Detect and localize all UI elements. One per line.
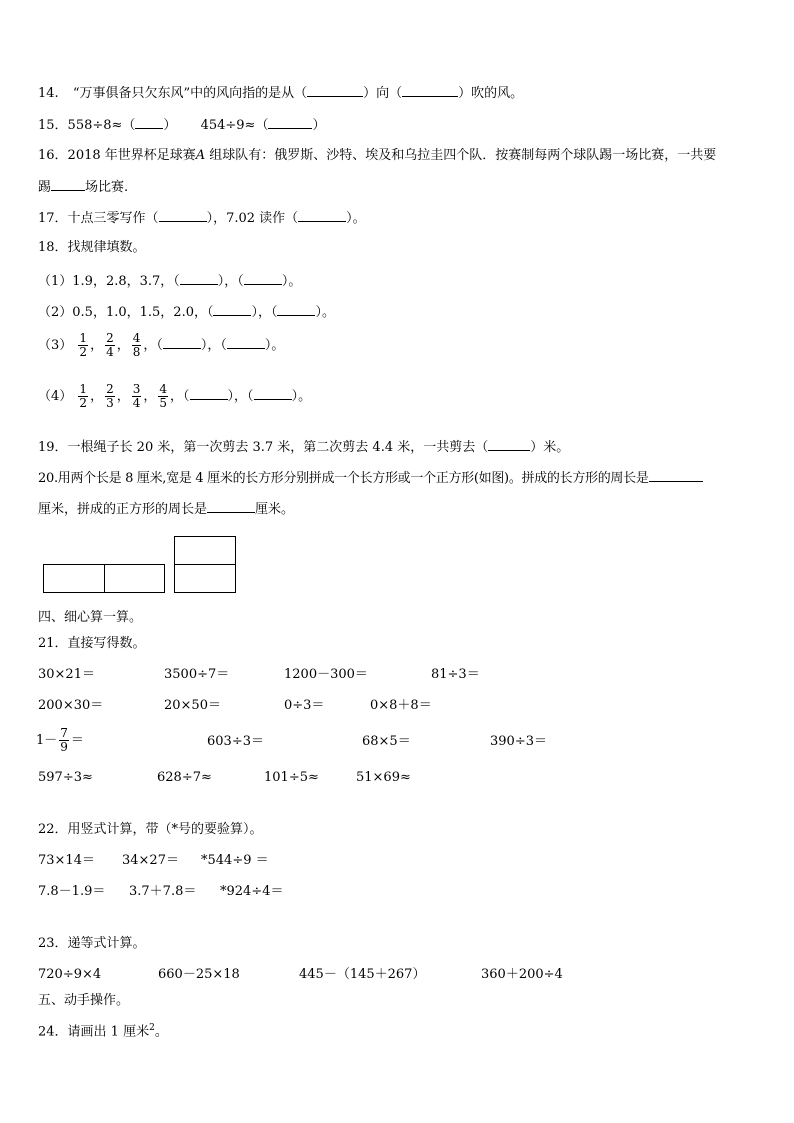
section-5-heading: 五、动手操作。 [38,993,130,1008]
question-21-title: 21．直接写得数。 [38,636,146,651]
q18-r1-end: ）。 [281,274,302,289]
q18-r3-mid: ），（ [200,338,227,353]
q20-blank-2[interactable] [207,500,255,513]
q18-r4-fraction-4 [158,383,168,410]
q19-text-b: ）米。 [530,440,570,455]
q19-number: 19． [38,440,68,455]
q17-number: 17． [38,211,68,226]
q18-r3-tail: ，（ [143,338,163,353]
q20-blank-1[interactable] [649,469,703,482]
q22-r1-c3: *544÷9 ＝ [201,853,269,868]
q17-blank-1[interactable] [159,209,207,222]
q21-r3-lead: 1－ [36,733,58,748]
question-23-title: 23．递等式计算。 [38,936,146,951]
fraction-denominator: 8 [132,345,141,359]
q21-r1-c1: 30×21＝ [38,667,95,682]
q14-blank-1[interactable] [307,84,363,97]
q22-r2-c2: 3.7＋7.8＝ [129,884,197,899]
q18-r3-blank-1[interactable] [163,336,201,349]
q15-b-pre: 454÷9≈（ [200,118,269,133]
q21-r3-eq: ＝ [70,733,84,748]
fraction-numerator: 1 [79,331,88,345]
q24-text: 24．请画出 1 厘米 [38,1024,150,1040]
q18-r3-fraction-2 [105,332,115,359]
q18-r4-tail: ，（ [170,389,190,404]
question-17 [38,209,366,227]
q14-text-mid: ）向（ [363,86,403,101]
q18-r4-fraction-1 [78,383,88,410]
q18-row-2 [38,303,335,321]
q21-r2-c2: 20×50＝ [164,698,221,713]
q15-number: 15． [38,118,68,133]
fraction-denominator: 4 [106,345,114,359]
q16-text-a: 2018 年世界杯足球赛 [67,148,196,163]
q21-r1-c4: 81÷3＝ [431,667,480,682]
question-24 [38,1020,168,1040]
q18-r1-mid: ），（ [217,274,244,289]
q22-r2-c3: *924÷4＝ [220,884,284,899]
q16-text-b: 组球队有：俄罗斯、沙特、埃及和乌拉圭四个队．按赛制每两个球队踢一场比赛，一共要 [205,148,717,163]
fraction-numerator: 4 [132,331,141,345]
q18-r3-blank-2[interactable] [227,336,265,349]
q21-r1-c3: 1200－300＝ [284,667,368,682]
q18-r4-label: （4） [38,389,73,404]
q19-text-a: 一根绳子长 20 米，第一次剪去 3.7 米，第二次剪去 4.4 米，一共剪去（ [67,440,489,455]
q21-r3-c4: 390÷3＝ [490,734,547,749]
q16-blank[interactable] [51,178,85,191]
q22-r1-c1: 73×14＝ [38,853,95,868]
q23-c4: 360＋200÷4 [481,967,563,982]
q16-text-c: 踢 [38,180,52,195]
q18-row-4: （4） $\frac{1}{2}$ ， $\frac{2}{3}$ ， $\frac{3}{4}$ ， $\frac{4}{5}$ ，（ ），（ ）。 [38,382,312,410]
q21-r2-c1: 200×30＝ [38,698,104,713]
q14-blank-2[interactable] [402,84,458,97]
q14-number: 14. [38,86,59,101]
q17-blank-2[interactable] [298,209,346,222]
q17-text-a: 十点三零写作（ [67,211,159,226]
fraction-numerator: 4 [159,382,168,396]
q18-r4-blank-2[interactable] [254,387,292,400]
q20-text-c: 厘米。 [255,502,295,517]
q16-number: 16． [38,148,68,163]
q17-text-c: ）。 [346,211,366,226]
q15-a-pre: 558÷8≈（ [67,118,136,133]
q18-r3-end: ）。 [264,338,285,353]
q18-r2-label: （2）0.5，1.0，1.5，2.0，（ [38,305,214,320]
q15-blank-2[interactable] [268,116,312,129]
q21-r3-c3: 68×5＝ [362,734,411,749]
q18-r1-blank-2[interactable] [244,272,282,285]
fraction-numerator: 2 [106,331,114,345]
q21-r3-c2: 603÷3＝ [207,734,264,749]
q17-text-b: ），7.02 读作（ [206,211,299,226]
q23-c1: 720÷9×4 [38,967,102,982]
q18-r2-end: ）。 [315,305,335,320]
q23-c2: 660－25×18 [158,967,240,982]
q21-r4-c2: 628÷7≈ [157,770,212,785]
question-15 [38,116,325,134]
q18-r2-mid: ），（ [251,305,278,320]
q21-r3-c1 [36,722,84,760]
q22-r1-c2: 34×27＝ [122,853,179,868]
q18-r3-fraction-3 [132,332,142,359]
q14-text-post: ）吹的风。 [458,86,524,101]
fraction-denominator: 4 [132,396,141,410]
q18-r2-blank-2[interactable] [277,303,315,316]
q18-r4-fraction-2 [105,383,115,410]
q15-blank-1[interactable] [135,116,163,129]
question-20-line-1 [38,469,703,487]
q16-variable: A [195,148,206,163]
fraction-numerator: 2 [106,382,114,396]
fraction-denominator: 2 [79,396,88,410]
question-16-line-2 [38,178,128,196]
question-18-title: 18．找规律填数。 [38,240,146,255]
q19-blank[interactable] [488,438,530,451]
q18-row-3: （3） $\frac{1}{2}$ ， $\frac{2}{4}$ ， $\frac{4}{8}$ ，（ ），（ ）。 [38,331,285,359]
q18-r2-blank-1[interactable] [213,303,251,316]
section-4-heading: 四、细心算一算。 [38,610,143,625]
q21-r2-c3: 0÷3＝ [284,698,325,713]
long-rectangle-right-part [104,564,165,593]
q21-r2-c4: 0×8＋8＝ [370,698,432,713]
q18-r3-label: （3） [38,338,73,353]
q18-r4-fraction-3 [132,383,142,410]
fraction-denominator: 2 [79,345,88,359]
q18-r4-mid: ），（ [227,389,254,404]
q21-r4-c1: 597÷3≈ [38,770,93,785]
q24-superscript: 2 [149,1023,155,1033]
fraction-denominator: 3 [106,396,114,410]
q18-r4-blank-1[interactable] [190,387,228,400]
square-top-part [174,536,236,565]
question-20-line-2 [38,500,294,518]
fraction-numerator: 7 [60,726,68,740]
fraction-denominator: 9 [60,740,68,754]
q22-r2-c1: 7.8－1.9＝ [38,884,106,899]
question-22-title: 22．用竖式计算，带（*号的要验算）。 [38,822,263,837]
q15-a-post: ） [163,118,177,133]
q16-text-d: 场比赛. [85,180,129,195]
q20-text-b: 厘米，拼成的正方形的周长是 [38,502,208,517]
q18-r1-label: （1）1.9，2.8，3.7，（ [38,274,180,289]
q24-end: 。 [154,1024,168,1040]
fraction-numerator: 1 [79,382,88,396]
question-19 [38,438,569,456]
fraction-denominator: 5 [159,396,168,410]
q21-r4-c4: 51×69≈ [356,770,411,785]
q18-r4-end: ）。 [291,389,312,404]
q14-text-pre: “万事俱备只欠东风”中的风向指的是从（ [72,86,308,101]
q18-r3-fraction-1 [78,332,88,359]
question-16-line-1 [38,148,716,164]
q21-r4-c3: 101÷5≈ [264,770,319,785]
fraction-numerator: 3 [132,382,141,396]
question-14 [38,84,523,102]
q15-b-post: ） [312,118,326,133]
q23-c3: 445－（145＋267） [299,967,426,982]
q21-r3-fraction [59,727,69,754]
q18-row-1 [38,272,301,290]
q21-r1-c2: 3500÷7＝ [164,667,230,682]
long-rectangle-left-part [43,564,105,593]
q18-r1-blank-1[interactable] [180,272,218,285]
square-bottom-part [174,564,236,593]
q20-text-a: 20.用两个长是 8 厘米,宽是 4 厘米的长方形分别拼成一个长方形或一个正方形(如图)。拼成的长方形的周长是 [38,471,649,486]
